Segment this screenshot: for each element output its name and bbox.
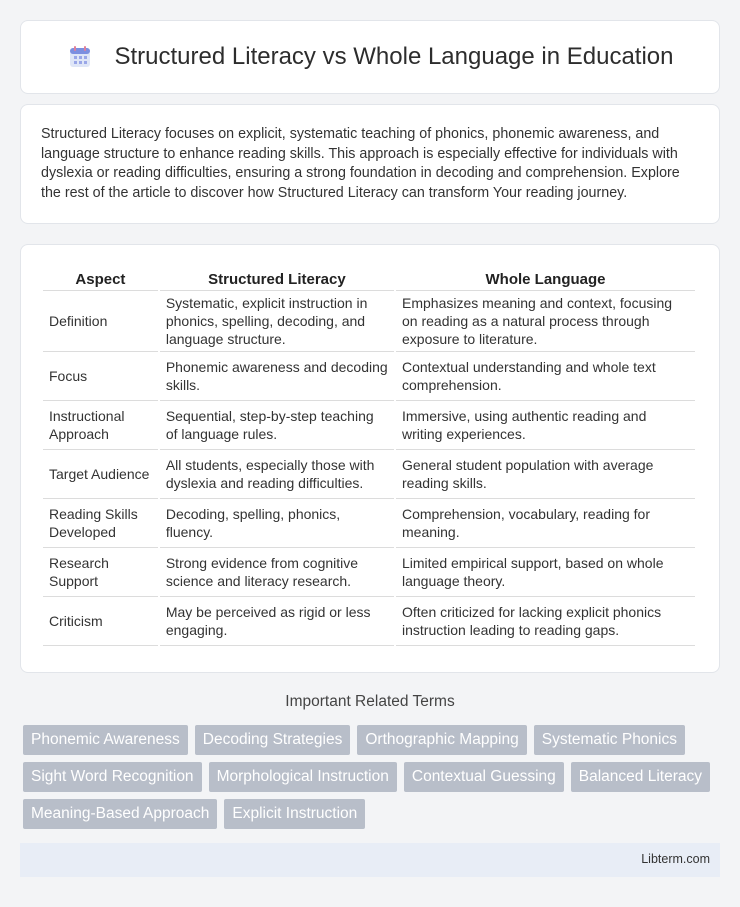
cell-structured-literacy: All students, especially those with dyslexia and reading difficulties. xyxy=(160,450,394,499)
term-tag[interactable]: Decoding Strategies xyxy=(195,725,351,755)
cell-aspect: Research Support xyxy=(43,548,158,597)
term-tag[interactable]: Balanced Literacy xyxy=(571,762,710,792)
footer-brand[interactable]: Libterm.com xyxy=(641,852,710,866)
cell-structured-literacy: Systematic, explicit instruction in phonics, spelling, decoding, and language structure. xyxy=(160,291,394,352)
related-terms-title: Important Related Terms xyxy=(285,693,455,710)
cell-aspect: Focus xyxy=(43,352,158,401)
cell-whole-language: Often criticized for lacking explicit phonics instruction leading to reading gaps. xyxy=(396,597,695,646)
cell-whole-language: Immersive, using authentic reading and writing experiences. xyxy=(396,401,695,450)
table-row xyxy=(43,597,695,646)
cell-structured-literacy: Strong evidence from cognitive science and literacy research. xyxy=(160,548,394,597)
cell-aspect: Target Audience xyxy=(43,450,158,499)
table-row xyxy=(43,352,695,401)
calendar-icon xyxy=(67,44,93,70)
cell-structured-literacy: Sequential, step-by-step teaching of language rules. xyxy=(160,401,394,450)
term-tag[interactable]: Meaning-Based Approach xyxy=(23,799,217,829)
table-row xyxy=(43,548,695,597)
header-whole-language: Whole Language xyxy=(396,265,695,291)
intro-card xyxy=(20,104,720,224)
table-row xyxy=(43,450,695,499)
term-tag[interactable]: Morphological Instruction xyxy=(209,762,397,792)
term-tag[interactable]: Orthographic Mapping xyxy=(357,725,526,755)
term-tag[interactable]: Phonemic Awareness xyxy=(23,725,188,755)
cell-structured-literacy: Phonemic awareness and decoding skills. xyxy=(160,352,394,401)
cell-structured-literacy: Decoding, spelling, phonics, fluency. xyxy=(160,499,394,548)
table-row xyxy=(43,499,695,548)
footer xyxy=(20,843,720,877)
comparison-table-card xyxy=(20,244,720,673)
page-title: Structured Literacy vs Whole Language in Education xyxy=(114,43,674,70)
table-row xyxy=(43,401,695,450)
header-structured-literacy: Structured Literacy xyxy=(160,265,394,291)
header-aspect: Aspect xyxy=(43,265,158,291)
cell-whole-language: Contextual understanding and whole text comprehension. xyxy=(396,352,695,401)
cell-whole-language: Emphasizes meaning and context, focusing on reading as a natural process through exposure to literature. xyxy=(396,291,695,352)
cell-aspect: Definition xyxy=(43,291,158,352)
term-tag[interactable]: Explicit Instruction xyxy=(224,799,365,829)
cell-aspect: Criticism xyxy=(43,597,158,646)
table-row xyxy=(43,291,695,352)
cell-structured-literacy: May be perceived as rigid or less engaging. xyxy=(160,597,394,646)
cell-whole-language: General student population with average reading skills. xyxy=(396,450,695,499)
term-tag[interactable]: Sight Word Recognition xyxy=(23,762,202,792)
intro-text: Structured Literacy focuses on explicit, systematic teaching of phonics, phonemic awareness, and language structure to enhance reading skills. This approach is especially effective for individuals with dyslexia or reading difficulties, ensuring a strong foundation in decoding and comprehension. Explore the rest of the article to discover how Structured Literacy can transform Your reading journey. xyxy=(41,126,680,201)
cell-whole-language: Limited empirical support, based on whole language theory. xyxy=(396,548,695,597)
term-tag[interactable]: Contextual Guessing xyxy=(404,762,564,792)
table-header-row xyxy=(43,265,695,291)
cell-aspect: Instructional Approach xyxy=(43,401,158,450)
cell-aspect: Reading Skills Developed xyxy=(43,499,158,548)
term-tag[interactable]: Systematic Phonics xyxy=(534,725,685,755)
comparison-table xyxy=(41,265,697,646)
related-terms-list xyxy=(23,725,723,829)
title-card xyxy=(20,20,720,94)
cell-whole-language: Comprehension, vocabulary, reading for meaning. xyxy=(396,499,695,548)
